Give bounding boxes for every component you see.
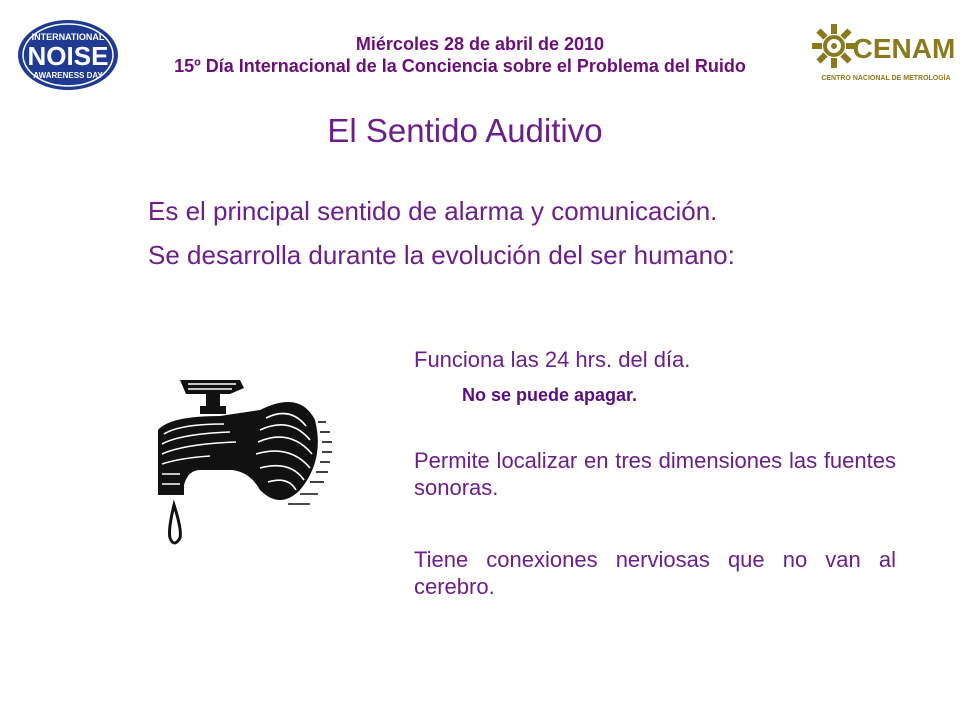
dripping-faucet-icon	[140, 360, 340, 560]
cenam-logo-name: CENAM	[852, 33, 956, 64]
cenam-emblem-icon	[812, 24, 856, 68]
cenam-logo-subtitle: CENTRO NACIONAL DE METROLOGÍA	[821, 75, 951, 82]
noise-logo-line2: NOISE	[27, 41, 109, 71]
point-1: Funciona las 24 hrs. del día.	[414, 347, 691, 372]
paragraph-1: Es el principal sentido de alarma y comunicación.	[148, 196, 718, 226]
slide-title: El Sentido Auditivo	[327, 112, 603, 149]
point-3: Permite localizar en tres dimensiones las fuentes sonoras.	[414, 448, 896, 500]
noise-awareness-logo	[16, 18, 120, 92]
noise-logo-line3: AWARENESS DAY	[33, 71, 103, 80]
header-date: Miércoles 28 de abril de 2010	[355, 34, 605, 54]
cenam-logo	[812, 14, 960, 92]
noise-logo-line1: INTERNATIONAL	[31, 32, 105, 42]
header-event: 15º Día Internacional de la Conciencia sobre el Problema del Ruido	[174, 56, 746, 76]
paragraph-2: Se desarrolla durante la evolución del ser humano:	[148, 240, 735, 270]
point-4: Tiene conexiones nerviosas que no van al cerebro.	[414, 547, 896, 599]
point-2: No se puede apagar.	[462, 385, 638, 405]
